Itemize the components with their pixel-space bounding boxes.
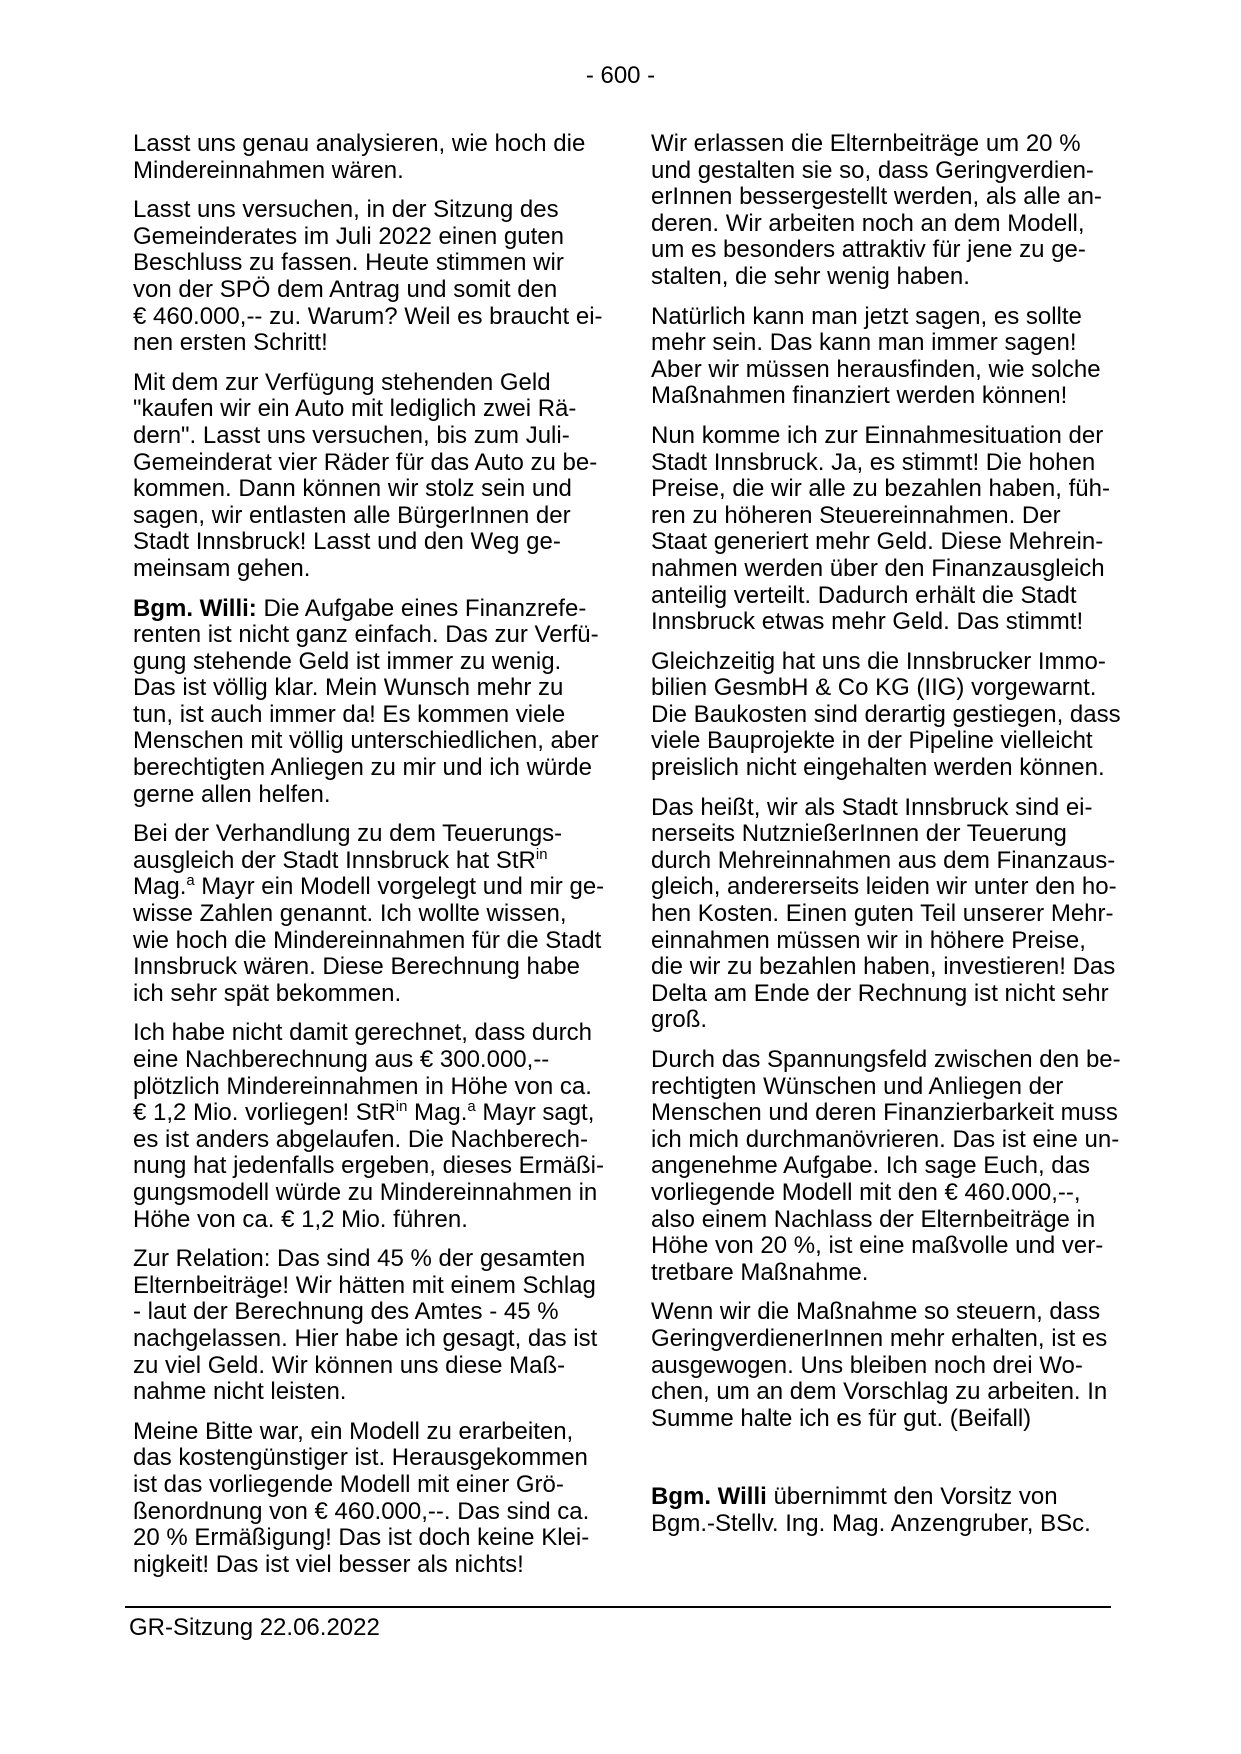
text-line: tun, ist auch immer da! Es kommen viele: [133, 700, 566, 728]
text-line: € 460.000,-- zu. Warum? Weil es braucht ei-: [133, 302, 603, 330]
text-line: Stadt Innsbruck! Lasst und den Weg ge-: [133, 528, 561, 556]
paragraph: [133, 131, 591, 184]
text-line: Bgm. Willi: Die Aufgabe eines Finanzrefe-: [133, 594, 587, 622]
text-line: Das ist völlig klar. Mein Wunsch mehr zu: [133, 674, 564, 702]
text-line: eine Nachberechnung aus € 300.000,--: [133, 1046, 550, 1073]
text-line: ßenordnung von € 460.000,--. Das sind ca.: [133, 1497, 590, 1525]
text-line: Bgm.-Stellv. Ing. Mag. Anzengruber, BSc.: [651, 1509, 1091, 1537]
text-line: das kostengünstiger ist. Herausgekommen: [133, 1444, 588, 1472]
text-line: Innsbruck etwas mehr Geld. Das stimmt!: [651, 608, 1084, 636]
paragraph: [651, 1299, 1109, 1432]
text-line: Das heißt, wir als Stadt Innsbruck sind ei-: [651, 793, 1093, 821]
text-line: tretbare Maßnahme.: [651, 1258, 869, 1286]
text-line: Innsbruck wären. Diese Berechnung habe: [133, 953, 580, 981]
left-column: [133, 130, 605, 1591]
text-line: Lasst uns genau analysieren, wie hoch die: [133, 130, 586, 157]
text-line: gleich, andererseits leiden wir unter den ho-: [651, 873, 1117, 901]
text-line: ausgewogen. Uns bleiben noch drei Wo-: [651, 1351, 1083, 1379]
paragraph: [133, 196, 603, 357]
text-line: Zur Relation: Das sind 45 % der gesamten: [133, 1245, 586, 1273]
text-line: Bei der Verhandlung zu dem Teuerungs-: [133, 820, 563, 848]
text-line: bilien GesmbH & Co KG (IIG) vorgewarnt.: [651, 674, 1097, 702]
paragraph: [651, 131, 1109, 291]
text-columns: [133, 130, 1121, 1591]
text-line: zu viel Geld. Wir können uns diese Maß-: [133, 1351, 566, 1379]
text-line: anteilig verteilt. Dadurch erhält die Stadt: [651, 581, 1077, 609]
text-line: Menschen mit völlig unterschiedlichen, aber: [133, 727, 599, 755]
text-line: die wir zu bezahlen haben, investieren! Das: [651, 953, 1116, 981]
text-line: ren zu höheren Steuereinnahmen. Der: [651, 501, 1061, 529]
text-line: rechtigten Wünschen und Anliegen der: [651, 1072, 1064, 1100]
text-line: ist das vorliegende Modell mit einer Grö-: [133, 1470, 564, 1498]
text-line: einnahmen müssen wir in höhere Preise,: [651, 926, 1086, 954]
footer-text: GR-Sitzung 22.06.2022: [129, 1614, 380, 1641]
text-line: und gestalten sie so, dass Geringverdien-: [651, 156, 1094, 184]
text-line: wisse Zahlen genannt. Ich wollte wissen,: [133, 900, 567, 928]
paragraph: [133, 368, 598, 583]
text-line: von der SPÖ dem Antrag und somit den: [133, 275, 558, 303]
text-line: - laut der Berechnung des Amtes - 45 %: [133, 1298, 559, 1326]
text-line: viele Bauprojekte in der Pipeline vielleicht: [651, 727, 1093, 755]
text-line: Natürlich kann man jetzt sagen, es sollte: [651, 302, 1082, 330]
text-line: nachgelassen. Hier habe ich gesagt, das ist: [133, 1324, 598, 1352]
text-line: Summe halte ich es für gut. (Beifall): [651, 1404, 1032, 1432]
text-line: gerne allen helfen.: [133, 780, 331, 808]
text-line: GeringverdienerInnen mehr erhalten, ist es: [651, 1324, 1108, 1352]
text-line: 20 % Ermäßigung! Das ist doch keine Klei-: [133, 1524, 590, 1552]
text-line: stalten, die sehr wenig haben.: [651, 262, 970, 290]
text-line: € 1,2 Mio. vorliegen! StR$^{in}$ Mag.$^a$ Mayr sagt,: [133, 1099, 595, 1127]
text-line: ich sehr spät bekommen.: [133, 979, 402, 1007]
speaker-paragraph: [133, 594, 599, 809]
paragraph: [651, 423, 1109, 636]
text-line: ich mich durchmanövrieren. Das ist eine un-: [651, 1125, 1120, 1153]
text-line: Delta am Ende der Rechnung ist nicht sehr: [651, 979, 1109, 1007]
text-line: wie hoch die Mindereinnahmen für die Stadt: [133, 926, 602, 954]
text-line: "kaufen wir ein Auto mit lediglich zwei Rä-: [133, 395, 577, 423]
text-line: renten ist nicht ganz einfach. Das zur Verfü-: [133, 621, 599, 649]
text-line: chen, um an dem Vorschlag zu arbeiten. In: [651, 1378, 1108, 1406]
text-line: Stadt Innsbruck. Ja, es stimmt! Die hohen: [651, 448, 1096, 476]
text-line: hen Kosten. Einen guten Teil unserer Mehr-: [651, 900, 1114, 928]
text-line: dern". Lasst uns versuchen, bis zum Juli-: [133, 421, 570, 449]
text-line: plötzlich Mindereinnahmen in Höhe von ca.: [133, 1072, 592, 1100]
text-line: es ist anders abgelaufen. Die Nachberech-: [133, 1125, 588, 1153]
text-line: sagen, wir entlasten alle BürgerInnen der: [133, 501, 571, 529]
text-line: deren. Wir arbeiten noch an dem Modell,: [651, 209, 1085, 237]
text-line: um es besonders attraktiv für jene zu ge-: [651, 236, 1086, 264]
paragraph: [651, 1046, 1121, 1286]
text-line: Gleichzeitig hat uns die Innsbrucker Immo-: [651, 647, 1106, 675]
paragraph: [651, 647, 1121, 782]
text-line: Wenn wir die Maßnahme so steuern, dass: [651, 1298, 1101, 1326]
text-line: Elternbeiträge! Wir hätten mit einem Schlag: [133, 1271, 596, 1299]
text-line: meinsam gehen.: [133, 554, 311, 582]
text-line: vorliegende Modell mit den € 460.000,--,: [651, 1178, 1081, 1206]
text-line: Aber wir müssen herausfinden, wie solche: [651, 355, 1101, 383]
text-line: nahme nicht leisten.: [133, 1378, 347, 1406]
text-line: Lasst uns versuchen, in der Sitzung des: [133, 196, 559, 224]
text-line: Wir erlassen die Elternbeiträge um 20 %: [651, 130, 1081, 157]
text-line: Beschluss zu fassen. Heute stimmen wir: [133, 249, 564, 277]
text-line: angenehme Aufgabe. Ich sage Euch, das: [651, 1152, 1090, 1180]
speaker-paragraph: [651, 1484, 1109, 1537]
text-line: Maßnahmen finanziert werden können!: [651, 382, 1068, 410]
text-line: Höhe von 20 %, ist eine maßvolle und ver-: [651, 1232, 1104, 1260]
text-line: mehr sein. Das kann man immer sagen!: [651, 329, 1077, 357]
paragraph: [133, 1245, 598, 1406]
text-line: Meine Bitte war, ein Modell zu erarbeiten,: [133, 1417, 574, 1445]
text-line: nerseits NutznießerInnen der Teuerung: [651, 820, 1067, 848]
paragraph: [133, 1019, 604, 1233]
paragraph: [133, 820, 605, 1007]
text-line: Mindereinnahmen wären.: [133, 156, 404, 184]
text-line: Höhe von ca. € 1,2 Mio. führen.: [133, 1205, 468, 1233]
text-line: durch Mehreinnahmen aus dem Finanzaus-: [651, 846, 1116, 874]
footer-divider: [125, 1606, 1111, 1608]
text-line: ausgleich der Stadt Innsbruck hat StR$^{in}$: [133, 846, 548, 874]
text-line: Mit dem zur Verfügung stehenden Geld: [133, 368, 551, 396]
text-line: kommen. Dann können wir stolz sein und: [133, 475, 572, 503]
text-line: gung stehende Geld ist immer zu wenig.: [133, 647, 562, 675]
text-line: Gemeinderates im Juli 2022 einen guten: [133, 222, 564, 250]
text-line: Nun komme ich zur Einnahmesituation der: [651, 421, 1104, 449]
text-line: nigkeit! Das ist viel besser als nichts!: [133, 1550, 524, 1578]
text-line: nen ersten Schritt!: [133, 329, 328, 357]
page-number: - 600 -: [585, 62, 656, 89]
text-line: Staat generiert mehr Geld. Diese Mehrein-: [651, 528, 1104, 556]
text-line: erInnen bessergestellt werden, als alle an-: [651, 183, 1102, 211]
text-line: Preise, die wir alle zu bezahlen haben, füh-: [651, 475, 1110, 503]
paragraph: [651, 304, 1109, 410]
text-line: Menschen und deren Finanzierbarkeit muss: [651, 1099, 1118, 1127]
text-line: preislich nicht eingehalten werden können.: [651, 754, 1105, 782]
text-line: nung hat jedenfalls ergeben, dieses Ermäßi-: [133, 1152, 604, 1180]
text-line: Bgm. Willi übernimmt den Vorsitz von: [651, 1483, 1058, 1511]
text-line: Gemeinderat vier Räder für das Auto zu be-: [133, 448, 598, 476]
text-line: Die Baukosten sind derartig gestiegen, dass: [651, 700, 1121, 728]
text-line: nahmen werden über den Finanzausgleich: [651, 554, 1105, 582]
text-line: Durch das Spannungsfeld zwischen den be-: [651, 1046, 1121, 1073]
text-line: gungsmodell würde zu Mindereinnahmen in: [133, 1178, 598, 1206]
text-line: also einem Nachlass der Elternbeiträge in: [651, 1205, 1096, 1233]
text-line: berechtigten Anliegen zu mir und ich würde: [133, 754, 592, 782]
paragraph: [133, 1419, 591, 1579]
text-line: groß.: [651, 1006, 708, 1034]
paragraph: [651, 793, 1117, 1034]
text-line: Ich habe nicht damit gerechnet, dass durch: [133, 1019, 592, 1047]
right-column: [651, 130, 1121, 1591]
text-line: Mag.$^a$ Mayr ein Modell vorgelegt und mir ge-: [133, 873, 605, 901]
